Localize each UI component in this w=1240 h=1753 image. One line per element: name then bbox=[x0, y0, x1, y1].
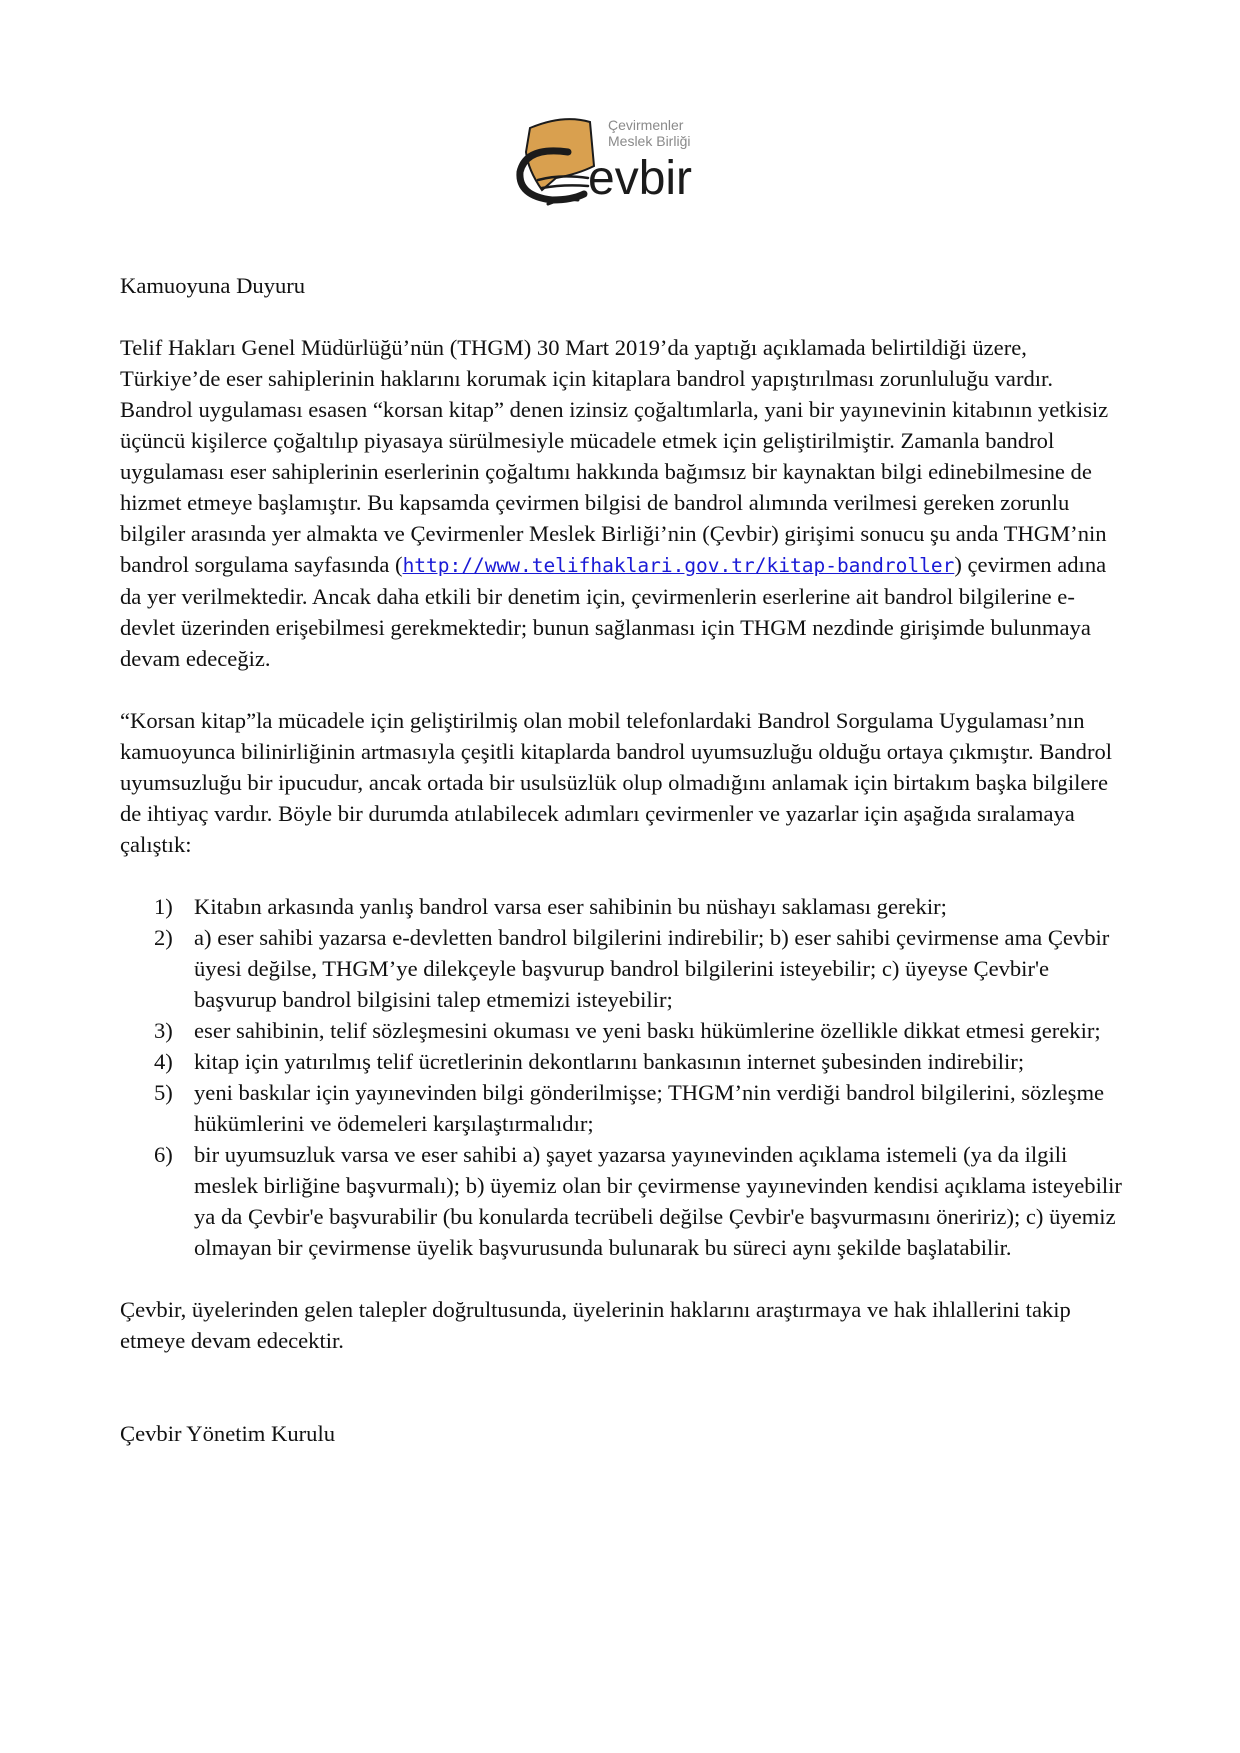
paragraph-korsan-kitap: “Korsan kitap”la mücadele için geliştirilmiş olan mobil telefonlardaki Bandrol Sorgulama Uygulaması’nın kamuoyunca bilinirliğinin artmasıyla çeşitli kitaplarda bandrol uyumsuzluğu olduğu ortaya çıkmıştır. Bandrol uyumsuzluğu bir ipucudur, ancak ortada bir usulsüzlük olup olmadığını anlamak için birtakım başka bilgilere de ihtiyaç vardır. Böyle bir durumda atılabilecek adımları çevirmenler ve yazarlar için aşağıda sıralamaya çalıştık: bbox=[120, 708, 1113, 857]
list-item bbox=[120, 922, 1130, 1015]
cevbir-logo-graphic bbox=[508, 108, 738, 228]
paragraph-thgm bbox=[120, 332, 1130, 674]
logo-line2: Meslek Birliği bbox=[608, 133, 691, 149]
list-item-text: a) eser sahibi yazarsa e-devletten bandrol bilgilerini indirebilir; b) eser sahibi çevirmense ama Çevbir üyesi değilse, THGM’ye dilekçeyle başvurup bandrol bilgilerini isteyebilir; c) üyeyse Çevbir'e başvurup bandrol bilgisini talep etmemizi isteyebilir; bbox=[194, 925, 1110, 1012]
logo-line1: Çevirmenler bbox=[608, 117, 684, 133]
signature: Çevbir Yönetim Kurulu bbox=[120, 1421, 336, 1446]
cevbir-logo bbox=[508, 108, 738, 228]
list-item-number: 1) bbox=[154, 894, 173, 919]
list-item bbox=[120, 1046, 1130, 1077]
list-item-number: 5) bbox=[154, 1080, 173, 1105]
telif-bandrol-link[interactable]: http://www.telifhaklari.gov.tr/kitap-bandroller bbox=[402, 554, 955, 577]
list-item bbox=[120, 1015, 1130, 1046]
paragraph-thgm-part1: Telif Hakları Genel Müdürlüğü’nün (THGM) 30 Mart 2019’da yaptığı açıklamada belirtildiği üzere, Türkiye’de eser sahiplerinin haklarını korumak için kitaplara bandrol yapıştırılması zorunluluğu vardır. Bandrol uygulaması esasen “korsan kitap” denen izinsiz çoğaltımlarla, yani bir yayınevinin kitabının yetkisiz üçüncü kişilerce çoğaltılıp piyasaya sürülmesiyle mücadele etmek için geliştirilmiştir. Zamanla bandrol uygulaması eser sahiplerinin eserlerinin çoğaltımı hakkında bağımsız bir kaynaktan bilgi edinebilmesine de hizmet etmeye başlamıştır. Bu kapsamda çevirmen bilgisi de bandrol alımında verilmesi gereken zorunlu bilgiler arasında yer almakta ve Çevirmenler Meslek Birliği’nin (Çevbir) girişimi sonucu şu anda THGM’nin bandrol sorgulama sayfasında ( bbox=[120, 335, 1109, 577]
paragraph-thgm-part2: ) çevirmen adına da yer verilmektedir. Ancak daha etkili bir denetim için, çevirmenlerin eserlerine ait bandrol bilgilerine e-devlet üzerinden erişebilmesi gerekmektedir; bunun sağlanması için THGM nezdinde girişimde bulunmaya devam edeceğiz. bbox=[120, 552, 1107, 671]
steps-list bbox=[120, 891, 1130, 1263]
list-item bbox=[120, 1139, 1130, 1263]
logo-wordmark: evbir bbox=[588, 152, 693, 205]
list-item bbox=[120, 1077, 1130, 1139]
list-item-number: 2) bbox=[154, 925, 173, 950]
paragraph-closing: Çevbir, üyelerinden gelen talepler doğrultusunda, üyelerinin haklarını araştırmaya ve hak ihlallerini takip etmeye devam edecektir. bbox=[120, 1297, 1071, 1353]
announcement-heading: Kamuoyuna Duyuru bbox=[120, 273, 306, 298]
list-item-text: yeni baskılar için yayınevinden bilgi gönderilmişse; THGM’nin verdiği bandrol bilgilerini, sözleşme hükümlerini ve ödemeleri karşılaştırmalıdır; bbox=[194, 1080, 1105, 1136]
list-item-number: 4) bbox=[154, 1049, 173, 1074]
list-item bbox=[120, 891, 1130, 922]
announcement-body bbox=[120, 270, 1130, 1449]
list-item-number: 3) bbox=[154, 1018, 173, 1043]
list-item-text: bir uyumsuzluk varsa ve eser sahibi a) şayet yazarsa yayınevinden açıklama istemeli (ya da ilgili meslek birliğine başvurmalı); b) üyemiz olan bir çevirmense yayınevinden kendisi açıklama isteyebilir ya da Çevbir'e başvurabilir (bu konularda tecrübeli değilse Çevbir'e başvurmasını öneririz); c) üyemiz olmayan bir çevirmense üyelik başvurusunda bulunarak bu süreci aynı şekilde başlatabilir. bbox=[194, 1142, 1122, 1260]
list-item-text: kitap için yatırılmış telif ücretlerinin dekontlarını bankasının internet şubesinden indirebilir; bbox=[194, 1049, 1025, 1074]
list-item-text: Kitabın arkasında yanlış bandrol varsa eser sahibinin bu nüshayı saklaması gerekir; bbox=[194, 894, 947, 919]
list-item-text: eser sahibinin, telif sözleşmesini okuması ve yeni baskı hükümlerine özellikle dikkat etmesi gerekir; bbox=[194, 1018, 1101, 1043]
list-item-number: 6) bbox=[154, 1142, 173, 1167]
